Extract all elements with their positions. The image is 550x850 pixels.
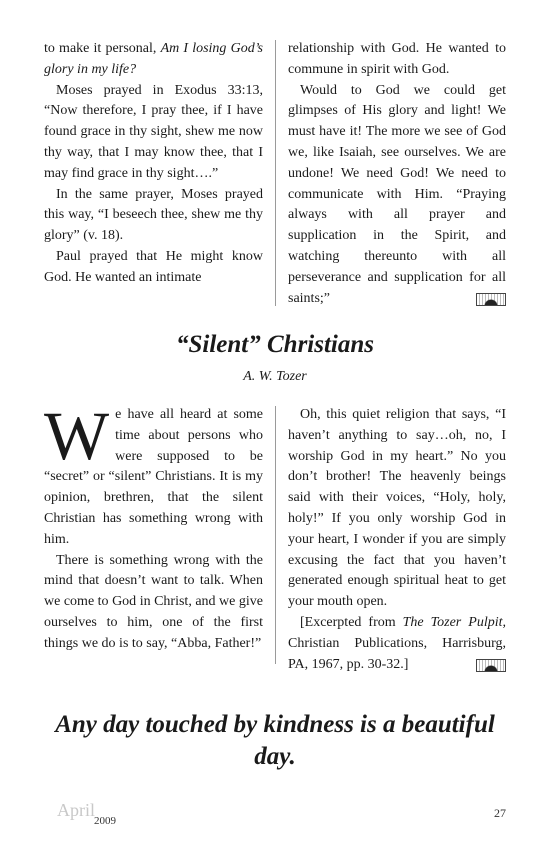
article-left-column [44, 398, 263, 655]
paragraph: In the same prayer, Moses prayed this way, “I beseech thee, shew me thy glory” (v. 18). [44, 186, 263, 244]
paragraph: Would to God we could get glimpses of His glory and light! We must have it! The more we see of God we, like Isaiah, see ourselves. We are undone! We need God! We need to communicate with Him. “Praying always with all prayer and supplication in the Spirit, and watching thereunto with all perseverance and supplication for all saints;” [288, 82, 506, 306]
paragraph: [Excerpted from The Tozer Pulpit, Christian Publications, Harrisburg, PA, 1967, pp. 30-32.] [288, 614, 506, 672]
paragraph: to make it personal, Am I losing God’s glory in my life? [44, 41, 264, 77]
article-title: “Silent” Christians [176, 331, 374, 358]
article-author: A. W. Tozer [243, 369, 307, 384]
column-divider [275, 40, 276, 306]
drop-cap: W [44, 398, 110, 474]
footer-month: April [57, 800, 95, 820]
paragraph: There is something wrong with the mind that doesn’t want to talk. When we come to God in Christ, and we give ourselves to him, one of the first things we do is to say, “Abba, Father!” [44, 552, 263, 651]
paragraph: Moses prayed in Exodus 33:13, “Now therefore, I pray thee, if I have found grace in thy sight, shew me now thy way, that I may know thee, that I may find grace in thy sight….” [44, 82, 263, 181]
paragraph: relationship with God. He wanted to commune in spirit with God. [288, 41, 506, 77]
paragraph: Oh, this quiet religion that says, “I haven’t anything to say…oh, no, I worship God in my heart.” No you don’t brother! The heavenly beings said with their voices, “Holy, holy, holy!” If you only worship God in your heart, I wonder if you are simply excusing the fact that you haven’t generated enough spiritual heat to get your mouth open. [288, 407, 506, 610]
article-right-column [288, 405, 506, 675]
paragraph: We have all heard at some time about persons who were supposed to be “secret” or “silent” Christians. It is my opinion, brethren, that the silent Christian has something wrong with him. [44, 398, 263, 547]
end-mark-icon [476, 293, 506, 306]
footer-year: 2009 [94, 815, 116, 827]
top-right-column [288, 39, 506, 309]
end-mark-icon [476, 659, 506, 672]
column-divider [275, 406, 276, 664]
top-left-column [44, 39, 263, 289]
page-number: 27 [494, 806, 506, 820]
closing-quote: Any day touched by kindness is a beautiful day. [55, 711, 495, 770]
paragraph: Paul prayed that He might know God. He wanted an intimate [44, 248, 263, 285]
